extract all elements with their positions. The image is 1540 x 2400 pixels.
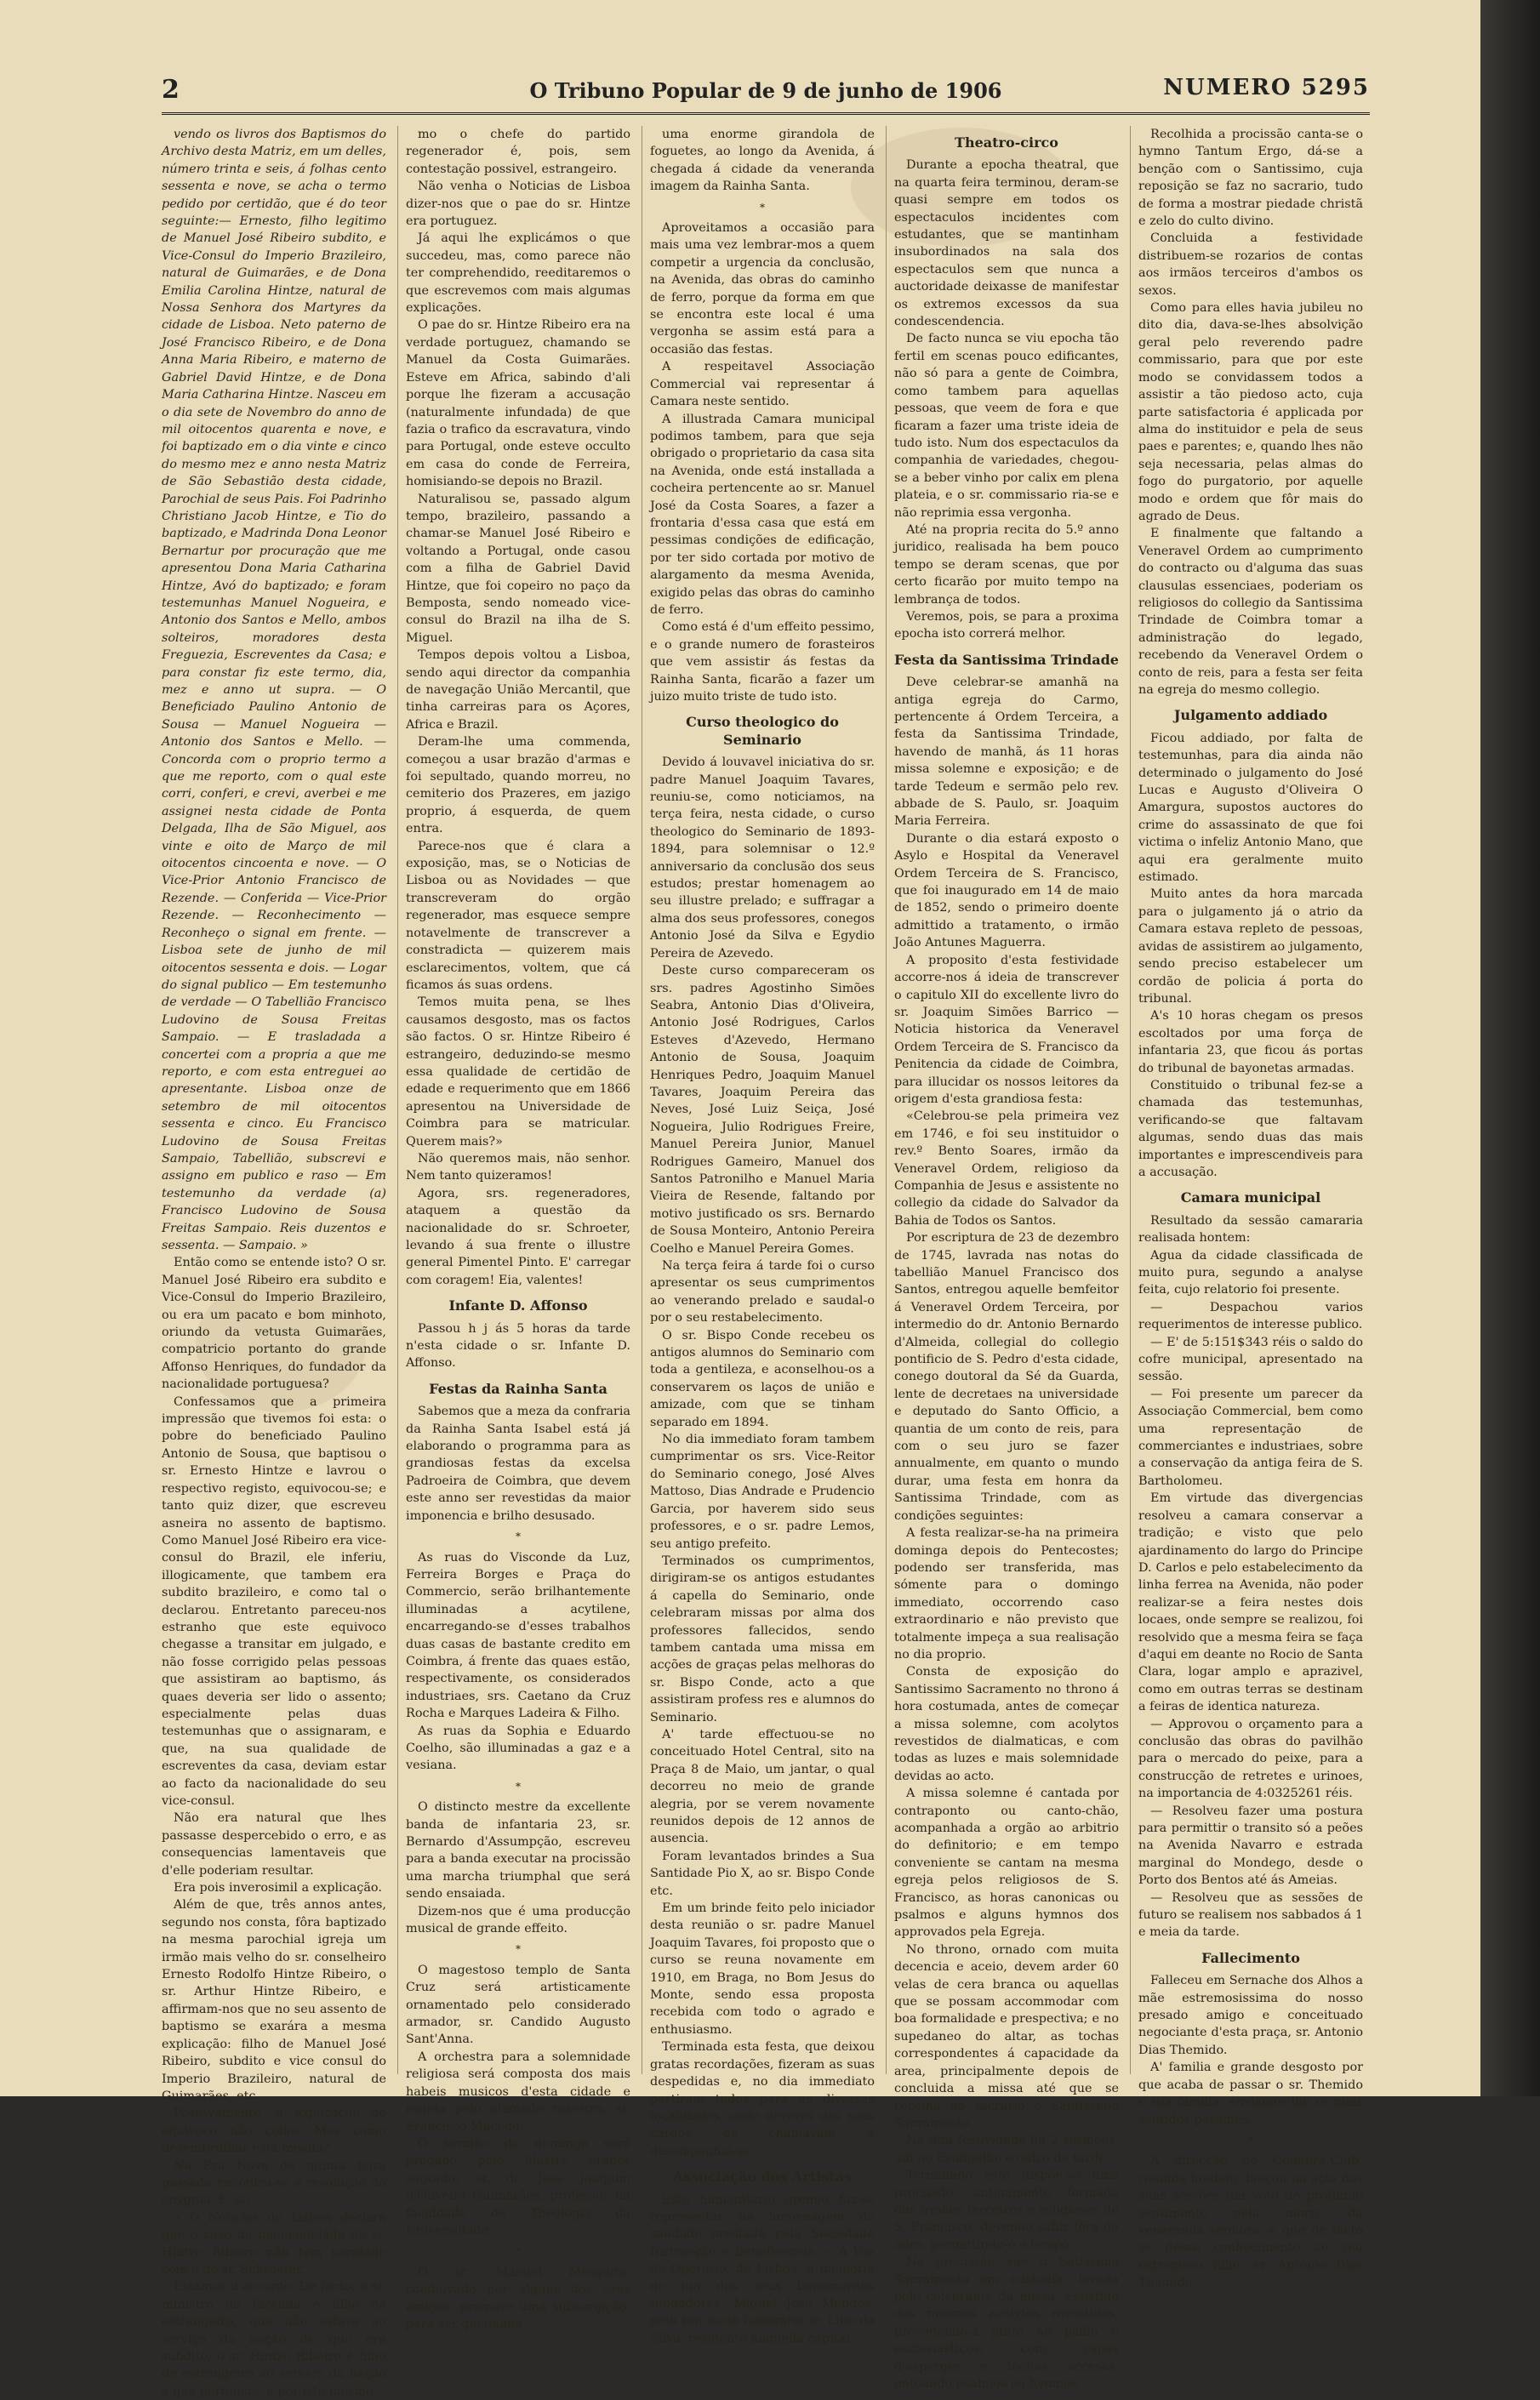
scan-edge (1480, 0, 1540, 2096)
ornament-separator: * (760, 201, 765, 214)
article-paragraph: O distincto mestre da excellente banda de infantaria 23, sr. Bernardo d'Assumpção, escreveu para a banda executar na procissão uma marcha triumphal que será sendo ensaiada. (406, 1800, 630, 1901)
article-paragraph: Na procissão vae o Satissimo Sacramento em custodia, levada pelo celebrante da missa, assistido dos mesmos acolytos revestidos; precedendo-a junto ao pallio 6 ecclesiasticos, com capas d'asperges e tochas accesas, entoando psalmos ou hymnos. (894, 2255, 1119, 2391)
article-paragraph: Até na propria recita do 5.º anno juridico, realisada ha bem pouco tempo se deram scenas, que por certo ficarão por muito tempo na lembrança de todos. (894, 522, 1119, 607)
article-paragraph: Agora, srs. regeneradores, ataquem a questão da nacionalidade do sr. Schroeter, levando á sua frente o illustre general Pimentel Pinto. E' carregar com coragem! Eia, valentes! (406, 1186, 630, 1287)
article-paragraph: A orchestra para a solemnidade religiosa será composta dos mais habeis musicos d'esta cidade e regida pelo afamado maestro, sr. Francisco Macedo. (406, 2049, 630, 2134)
article-paragraph: A illustrada Camara municipal podimos tambem, para que seja obrigado o proprietario da casa sita na Avenida, onde está installada a cocheira pertencente ao sr. Manuel José da Costa Soares, a fazer a frontaria d'essa casa que está em pessimas condições de edificação, por ter sido cortada por motivo de alargamento da mesma Avenida, exigido pelas das obras do caminho de ferro. (650, 412, 875, 617)
ornament-separator: * (516, 1531, 521, 1543)
article-paragraph: Como para elles havia jubileu no dito dia, dava-se-lhes absolvição geral pelo reverendo padre commissario, para que por este modo se convidassem todos a assistir a tão piedoso acto, cuja parte satisfactoria é applicada por alma do instituidor e pela de seus paes e parentes; e, quando lhes não seja necessaria, pelas almas do fogo do purgatorio, por aquelle modo e ordem que fôr mais do agrado de Deus. (1138, 301, 1363, 523)
article-paragraph: A direcção do Coimbra-Club, reunida hontem, lançou na acta das suas sessões um voto de profundo sentimento pela morte da veneranda senhora, e que de facto se desse conhecimento ao seu extremoso filho, sr. Antonio Dias Themido. (1138, 2154, 1363, 2290)
article-paragraph: — Resolveu fazer uma postura para permittir o transito só a peões na Avenida Navarro e estrada marginal do Mondego, desde o Porto dos Bentos até ás Ameias. (1138, 1804, 1363, 1888)
article-paragraph: Em virtude das divergencias resolveu a camara conservar a tradição; e visto que pelo ajardinamento do largo do Principe D. Carlos e pelo estabelecimento da linha ferrea na Avenida, não poder realizar-se a feira nestes dois locaes, onde sempre se realizou, foi resolvido que a mesma feira se faça d'aqui em deante no Rocio de Santa Clara, logar amplo e aprazivel, como em outras terras se destinam a feiras de identica natureza. (1138, 1491, 1363, 1714)
article-paragraph: Em um brinde feito pelo iniciador desta reunião o sr. padre Manuel Joaquim Tavares, foi proposto que o curso se reuna novamente em 1910, em Braga, no Bom Jesus do Monte, sendo essa proposta recebida com todo o agrado e enthusiasmo. (650, 1901, 875, 2037)
ornament-separator: * (1248, 2134, 1253, 2146)
article-paragraph: Deram-lhe uma commenda, começou a usar brazão d'armas e foi sepultado, quando morreu, no cemiterio dos Prazeres, em jazigo proprio, á esquerda, de quem entra. (406, 735, 630, 836)
section-heading: Festas da Rainha Santa (429, 1380, 607, 1397)
section-heading: Theatro-circo (955, 134, 1058, 151)
masthead (162, 75, 1370, 112)
article-paragraph: Na dita festividade ha 2 sermões, um ao Evangelho e outro de tarde. (894, 2134, 1119, 2165)
article-paragraph: Devido á louvavel iniciativa do sr. padre Manuel Joaquim Tavares, reuniu-se, como noticiamos, na terça feira, nesta cidade, o curso theologico do Seminario de 1893-1894, para solemnisar o 12.º anniversario da conclusão dos seus estudos; prestar homenagem ao seu illustre prelado; e suffragar a alma dos seus professores, conegos Antonio José da Silva e Egydio Pereira de Azevedo. (650, 755, 875, 961)
article-paragraph: Na Era Nova de quinta feira passada encontra-se a resolução do enygma. E' ia: (162, 2158, 386, 2208)
column-divider (1130, 126, 1131, 2074)
article-paragraph: Deste curso compareceram os srs. padres Agostinho Simões Seabra, Antonio Dias d'Oliveira, Antonio José Rodrigues, Carlos Esteves d'Azevedo, Hermano Antonio de Sousa, Joaquim Henriques Pedro, Joaquim Manuel Tavares, Joaquim Pereira das Neves, José Luiz Seiça, José Nogueira, Julio Rodrigues Freire, Manuel Pereira Junior, Manuel Rodrigues Gameiro, Manuel dos Santos Patronilho e Manuel Maria Vieira de Resende, faltando por motivo justificado os srs. Bernardo de Sousa Monteiro, Antonio Pereira Coelho e Manuel Pereira Gomes. (650, 964, 875, 1256)
section-heading: Fallecimento (1201, 1949, 1300, 1966)
section-heading: Camara municipal (1180, 1189, 1321, 1206)
article-paragraph: Na terça feira á tarde foi o curso apresentar os seus cumprimentos ao venerando prelado e saudal-o por o seu restabelecimento. (650, 1259, 875, 1325)
article-paragraph: Este humanitario gremio faz-se representar na homenagem de saudade prestada pela Sociedade Instrucção e Beneficencia — A Voz do Operario, de Lisboa, á memoria de um dos seus benemeritos fundadores, Miguel José Mendes, pelo seu socio honorario sr. Lino da Silva, residente naquella capital. (650, 2192, 875, 2346)
article-paragraph: — Foi presente um parecer da Associação Commercial, bem como uma representação de commerciantes e industriaes, sobre a conservação da antiga feira de S. Bartholomeu. (1138, 1387, 1363, 1488)
column-1 (162, 126, 386, 2398)
article-paragraph: — E' de 5:151$343 réis o saldo do cofre municipal, apresentado na sessão. (1138, 1335, 1363, 1384)
section-heading: Associação dos Artistas (672, 2169, 853, 2186)
article-paragraph: Tempos depois voltou a Lisboa, sendo aqui director da companhia de navegação União Mercantil, que tinha carreiras para os Açores, Africa e Brazil. (406, 648, 630, 732)
article-paragraph: A festa realizar-se-ha na primeira dominga depois do Pentecostes; podendo ser transferida, mas sómente para o domingo immediato, occorrendo caso extraordinario e não previsto que totalmente impeça a sua realisação no dia proprio. (894, 1526, 1119, 1662)
article-paragraph: Terminada esta festa, que deixou gratas recordações, fizeram as suas despedidas e, no dia immediato partiram todos para as diversas localidades, onde deveres dos seus cargos os chamavam a desempenhal-as. (650, 2040, 875, 2158)
section-heading: Curso theologico do Seminario (686, 714, 839, 748)
article-paragraph: Parece-nos que é clara a exposição, mas, se o Noticias de Lisboa ou as Novidades — que transcreveram do orgão regenerador, mas esquece sempre notavelmente de transcrever a constradicta — quizerem mais esclarecimentos, voltem, que cá ficamos ás suas ordens. (406, 839, 630, 992)
column-5 (1138, 126, 1363, 2290)
article-paragraph: No throno, ornado com muita decencia e aceio, devem arder 60 velas de cera branca ou aquellas que se possam accommodar com boa formalidade e prespectiva; e no supedaneo do altar, as tochas correspondentes á capacidade da area, principalmente depois de concluida a missa até que se recolha ao sacrario o Santissimo Sacramento. (894, 1942, 1119, 2130)
article-paragraph: Dizem-nos que é uma producção musical de grande effeito. (406, 1904, 630, 1936)
article-paragraph: Muito antes da hora marcada para o julgamento já o atrio da Camara estava repleto de pessoas, avidas de assistirem ao julgamento, sendo preciso estabelecer um cordão de policia á porta do tribunal. (1138, 887, 1363, 1006)
article-paragraph: — Resolveu que as sessões de futuro se realisem nos sabbados á 1 e meia da tarde. (1138, 1890, 1363, 1940)
page-number: 2 (162, 75, 180, 105)
article-paragraph: O magestoso templo de Santa Cruz será artisticamente ornamentado pelo considerado armador, sr. Candido Augusto Sant'Anna. (406, 1963, 630, 2047)
article-paragraph: E finalmente que faltando a Veneravel Ordem ao cumprimento do contracto ou d'alguma das suas clausulas essenciaes, poderiam os religiosos do collegio da Santissima Trindade de Coimbra tomar a administração do legado, recebendo da Veneravel Ordem o conto de reis, para a festa ser feita na egreja do mesmo collegio. (1138, 527, 1363, 697)
article-paragraph: Positivamente, a explicação do equivoco não colhe. Mas como desembrulhar esta meada? (162, 2106, 386, 2156)
article-paragraph: Veremos, pois, se para a proxima epocha isto correrá melhor. (894, 609, 1119, 641)
article-paragraph: Temos muita pena, se lhes causamos desgosto, mas os factos são factos. O sr. Hintze Ribeiro é estrangeiro, deduzindo-se mesmo essa qualidade de certidão de edade e requerimento que em 1866 apresentou na Universidade de Coimbra para se matricular. Querem mais?» (406, 995, 630, 1149)
article-paragraph: Agua da cidade classificada de muito pura, segundo a analyse feita, cujo relatorio foi presente. (1138, 1248, 1363, 1297)
column-3 (650, 126, 876, 2346)
article-paragraph: Já aqui lhe explicámos o que succedeu, mas, como parece não ter comprehendido, reeditaremos o que escrevemos com mais algumas explicações. (406, 231, 630, 316)
article-paragraph: Não venha o Noticias de Lisboa dizer-nos que o pae do sr. Hintze era portuguez. (406, 180, 630, 229)
article-paragraph: Consta de exposição do Santissimo Sacramento no throno á hora costumada, antes de começar a missa solemne, com acolytos revestidos de dialmaticas, e com todas as luzes e mais solemnidade devidas ao acto. (894, 1665, 1119, 1783)
article-paragraph: «Celebrou-se pela primeira vez em 1746, e foi seu instituidor o rev.º Bento Soares, irmão da Veneravel Ordem, religioso da Companhia de Jesus e assistente no collegio da cidade do Salvador da Bahia de Todos os Santos. (894, 1109, 1119, 1228)
column-2 (406, 126, 630, 2331)
article-paragraph: Terminados os cumprimentos, dirigiram-se os antigos estudantes á capella do Seminario, onde celebraram missas por alma dos professores fallecidos, sendo tambem cantada uma missa em acções de graças pelas melhoras do sr. Bispo Conde, acto a que assistiram profess res e alumnos do Seminario. (650, 1553, 875, 1724)
article-paragraph: vendo os livros dos Baptismos do Archivo desta Matriz, em um delles, número trinta e seis, á folhas cento sessenta e nove, se acha o termo pedido por certidão, que é do teor seguinte:— Ernesto, filho legitimo de Manuel José Ribeiro subdito, e Vice-Consul do Imperio Brazileiro, natural de Guimarães, e de Dona Emilia Carolina Hintze, natural de Nossa Senhora dos Martyres da cidade de Lisboa. Neto paterno de José Francisco Ribeiro, e de Dona Anna Maria Ribeiro, e materno de Gabriel David Hintze, e de Dona Maria Catharina Hintze. Nasceu em o dia sete de Novembro do anno de mil oitocentos quarenta e nove, e foi baptizado em o dia vinte e cinco do mesmo mez e anno nesta Matriz de São Sebastião desta cidade, Parochial de seus Pais. Foi Padrinho Christiano Jacob Hintze, e Tio do baptizado, e Madrinda Dona Leonor Bernartur por procuração que me apresentou Dona Maria Catharina Hintze, Avó do baptizado; e foram testemunhas Manuel Nogueira, e Antonio dos Santos e Mello, ambos solteiros, moradores desta Freguezia, Escreventes da Casa; e para constar fiz este termo, dia, mez e anno ut supra. — O Beneficiado Paulino Antonio de Sousa — Manuel Nogueira — Antonio dos Santos e Mello. — Concorda com o proprio termo a que me reporto, com o qual este corri, conferi, e crevi, averbei e me assignei nesta cidade de Ponta Delgada, Ilha de São Miguel, aos vinte e oito de Março de mil oitocentos cincoenta e nove. — O Vice-Prior Antonio Francisco de Rezende. — Conferida — Vice-Prior Rezende. — Reconhecimento — Reconheço o signal em frente. — Lisboa sete de junho de mil oitocentos sessenta e dois. — Logar do signal publico — Em testemunho de verdade — O Tabellião Francisco Ludovino de Sousa Freitas Sampaio. — E trasladada a concertei com a propria a que me reporto, e com esta entreguei ao apresentante. Lisboa onze de setembro de mil oitocentos sessenta e cinco. Eu Francisco Ludovino de Sousa Freitas Sampaio, Tabellião, subscrevi e assigno em publico e raso — Em testemunho da verdade (a) Francisco Ludovino de Sousa Freitas Sampaio. Reis duzentos e sessenta. — Sampaio. » (162, 128, 386, 1252)
article-paragraph: De facto nunca se viu epocha tão fertil em scenas pouco edificantes, não só para a gente de Coimbra, como tambem para aquellas pessoas, que veem de fora e que ficaram a fazer uma triste ideia de tudo isto. Num dos espectaculos da companhia de variedades, chegou-se a beber vinho por calix em plena plateia, e o sr. commissario ria-se e não reprimia essa vergonha. (894, 332, 1119, 520)
ornament-separator: * (516, 1780, 521, 1793)
article-paragraph: Durante o dia estará exposto o Asylo e Hospital da Veneravel Ordem Terceira de S. Francisco, que foi inaugurado em 14 de maio de 1852, sendo o primeiro doente admittido a tratamento, o irmão João Antunes Maguerra. (894, 831, 1119, 950)
article-paragraph: Resultado da sessão camararia realisada hontem: (1138, 1213, 1363, 1246)
article-paragraph: Naturalisou se, passado algum tempo, brazileiro, passando a chamar-se Manuel José Ribeiro e voltando a Portugal, onde casou com a filha de Gabriel David Hintze, que foi copeiro no paço da Bemposta, sendo nomeado vice-consul do Brazil na ilha de S. Miguel. (406, 492, 630, 645)
article-paragraph: Sabemos que a meza da confraria da Rainha Santa Isabel está já elaborando o programma para as grandiosas festas da excelsa Padroeira de Coimbra, que devem este anno ser revestidas da maior imponencia e brilho desusado. (406, 1405, 630, 1523)
article-paragraph: O sermão de domingo será pregado pelo illustre orador sagrado, sr. dr. José Joaquim d'Oliveira Guimarães, professor da faculdade de Theologia da Universidade. (406, 2136, 630, 2238)
section-heading: Julgamento addiado (1173, 707, 1328, 724)
article-paragraph: As ruas da Sophia e Eduardo Coelho, são illuminadas a gaz e a vesiana. (406, 1724, 630, 1773)
article-paragraph: Aproveitamos a occasião para mais uma vez lembrar-mos a quem competir a urgencia da conclusão, na Avenida, das obras do caminho de ferro, porque da forma em que se encontra este local é uma vergonha se assim está para a occasião das festas. (650, 221, 875, 356)
masthead-rule (162, 112, 1370, 115)
issue-number: NUMERO 5295 (1163, 75, 1370, 100)
article-paragraph: Falleceu em Sernache dos Alhos a mãe estremosissima do nosso presado amigo e conceituado negociante d'esta praça, sr. Antonio Dias Themido. (1138, 1974, 1363, 2057)
article-paragraph: A' tarde effectuou-se no conceituado Hotel Central, sito na Praça 8 de Maio, um jantar, o qual decorreu no meio de grande alegria, por se verem novamente reunidos depois de 12 annos de ausencia. (650, 1727, 875, 1846)
section-heading: Festa da Santissima Trindade (894, 651, 1119, 668)
article-paragraph: Passou h j ás 5 horas da tarde n'esta cidade o sr. Infante D. Affonso. (406, 1321, 630, 1371)
newspaper-date-line: O Tribuno Popular de 9 de junho de 1906 (529, 78, 1002, 103)
article-paragraph: O sr. Manuel Mesquita, coadjuvado por alguns dos seus amigos, promove uma subscripção, para ser queimada (406, 2265, 630, 2331)
column-divider (886, 126, 887, 2074)
article-paragraph: mo o chefe do partido regenerador é, pois, sem contestação possivel, estrangeiro. (406, 128, 630, 176)
article-paragraph: Recolhida a procissão canta-se o hymno Tantum Ergo, dá-se a benção com o Santissimo, cuja reposição se faz no sacrario, tudo de forma a mostrar piedade christã e zelo do culto divino. (1138, 128, 1363, 229)
article-paragraph: Constituido o tribunal fez-se a chamada das testemunhas, verificando-se que faltavam algumas, sendo duas das mais importantes e imprescendiveis para a accusação. (1138, 1078, 1363, 1179)
article-paragraph: A missa solemne é cantada por contraponto ou canto-chão, acompanhada a orgão ao arbitrio do definitorio; e em tempo conveniente se cantam na mesma egreja pelos religiosos de S. Francisco, as horas canonicas ou psalmos e alguns hymnos dos approvados pela Egreja. (894, 1787, 1119, 1940)
article-paragraph: uma enorme girandola de foguetes, ao longo da Avenida, á chegada á cidade da veneranda imagem da Rainha Santa. (650, 128, 875, 194)
article-paragraph: Então como se entende isto? O sr. Manuel José Ribeiro era subdito e Vice-Consul do Imperio Brazileiro, ou era um pacato e bom minhoto, oriundo da vetusta Guimarães, compatricio portanto do grande Affonso Henriques, do fundador da nacionalidade portuguesa? (162, 1256, 386, 1392)
section-heading: Infante D. Affonso (448, 1297, 588, 1314)
article-paragraph: A's 10 horas chegam os presos escoltados por uma força de infantaria 23, que ficou ás portas do tribunal de bayonetas armadas. (1138, 1009, 1363, 1075)
article-paragraph: « O Noticias de Lisboa declara que o caso da nacionalidade do sr. Hintze Ribeiro não tem paridade com o do sr. Schroeter. (162, 2210, 386, 2277)
article-paragraph: Foram levantados brindes a Sua Santidade Pio X, ao sr. Bispo Conde etc. (650, 1849, 875, 1898)
article-paragraph: — Despachou varios requerimentos de interesse publico. (1138, 1300, 1363, 1332)
article-paragraph: Concluida a festividade distribuem-se rozarios de contas aos irmãos terceiros d'ambos os sexos. (1138, 231, 1363, 298)
article-paragraph: As ruas do Visconde da Luz, Ferreira Borges e Praça do Commercio, serão brilhantemente illuminadas a acytilene, encarregando-se d'esses trabalhos duas casas de bastante credito em Coimbra, á frente das quaes estão, respectivamente, os considerados industriaes, srs. Caetano da Cruz Rocha e Marques Ladeira & Filho. (406, 1550, 630, 1721)
column-divider (397, 126, 398, 2074)
article-paragraph: A respeitavel Associação Commercial vai representar á Camara neste sentido. (650, 360, 875, 409)
article-paragraph: Como está é d'um effeito pessimo, e o grande numero de forasteiros que vem assistir ás festas da Rainha Santa, ficarão a fazer um juizo muito triste de tudo isto. (650, 620, 876, 704)
article-paragraph: Além de que, três annos antes, segundo nos consta, fôra baptizado na mesma parochial igreja um irmão mais velho do sr. conselheiro Ernesto Rodolfo Hintze Ribeiro, o sr. Arthur Hintze Ribeiro, e affirmam-nos que no seu assento de baptismo se exarára a mesma explicação: filho de Manuel José Ribeiro, subdito e vice consul do Imperio Brazileiro, natural de Guimarães, etc. (162, 1898, 386, 2103)
article-paragraph: Por escriptura de 23 de dezembro de 1745, lavrada nas notas do tabellião Manuel Francisco dos Santos, entregou aquelle bemfeitor á Veneravel Ordem Terceira, por intermedio do dr. Antonio Bernardo d'Almeida, collegial do collegio pontificio de S. Pedro d'esta cidade, conego doutoral da Sé da Guarda, lente de decretaes na universidade e deputado do Santo Officio, a quantia de um conto de reis, para com o seu juro se fazer annualmente, em quanto o mundo durar, uma festa em honra da Santissima Trindade, com as condições seguintes: (894, 1231, 1119, 1523)
article-paragraph: A proposito d'esta festividade accorre-nos á ideia de transcrever o capitulo XII do excellente livro do sr. Joaquim Simões Barrico — Noticia historica da Veneravel Ordem Terceira de S. Francisco da Penitencia da cidade de Coimbra, para illucidar os nossos leitores da origem d'esta grandiosa festa: (894, 953, 1119, 1106)
article-paragraph: Terminado este dispõe-se uma procissão, antigamente formada dos irmãos terceiros e religiosos de S. Francisco, devendo sahir fóra do adro, permittindo-o o tempo. (894, 2169, 1119, 2252)
article-paragraph: No dia immediato foram tambem cumprimentar os srs. Vice-Reitor do Seminario conego, José Alves Mattoso, Dias Andrade e Prudencio Garcia, por haverem sido seus professores, e o sr. padre Lemos, seu antigo prefeito. (650, 1433, 875, 1551)
article-paragraph: Ficou addiado, por falta de testemunhas, para dia ainda não determinado o julgamento do José Lucas e Augusto d'Oliveira O Amargura, supostos auctores do crime do assassinato de que foi victima o infeliz Antonio Mano, que aqui era geralmente muito estimado. (1138, 731, 1363, 885)
ornament-separator: * (516, 2245, 521, 2258)
ornament-separator: * (516, 1943, 521, 1956)
column-4 (894, 126, 1119, 2391)
article-paragraph: Confessamos que a primeira impressão que tivemos foi esta: o pobre do beneficiado Paulino Antonio de Sousa, que baptisou o sr. Ernesto Hintze e lavrou o respectivo registo, equivocou-se; e tanto quiz dizer, que escreveu asneira no assento de baptismo. Como Manuel José Ribeiro era vice-consul do Brazil, ele inferiu, illogicamente, que tambem era subdito brazileiro, e como tal o declarou. Entretanto pareceu-nos estranho que este equivoco chegasse a transitar em julgado, e não fosse corrigido pelas pessoas que assistiram ao baptismo, ás quaes deveria ser lido o assento; especialmente pelas duas testemunhas que o assignaram, e que, na sua qualidade de escreventes da casa, deviam estar ao facto da nacionalidade do seu vice-consul. (162, 1394, 386, 1808)
article-paragraph: — Approvou o orçamento para a conclusão das obras do pavilhão para o mercado do peixe, para a construcção de retretes e urinoes, na importancia de 4:0325261 réis. (1138, 1717, 1363, 1801)
article-paragraph: Não era natural que lhes passasse despercebido o erro, e as consequencias lamentaveis que d'elle poderiam resultar. (162, 1811, 386, 1878)
article-paragraph: O pae do sr. Hintze Ribeiro era na verdade portuguez, chamando se Manuel da Costa Guimarães. Esteve em Africa, sabindo d'ali porque lhe fizeram a accusação (naturalmente infundada) de que fazia o trafico da escravatura, vindo para Portugal, onde esteve occulto em casa do conde de Ferreira, homisiando-se depois no Brazil. (406, 318, 630, 489)
article-paragraph: Era pois inverosimil a explicação. (174, 1881, 382, 1895)
article-paragraph: Durante a epocha theatral, que na quarta feira terminou, deram-se quasi sempre em todos os espectaculos incidentes com estudantes, que se mantinham insubordinados na sala dos espectaculos sem que nunca a auctoridade deixasse de manifestar os extremos excessos da sua condescendencia. (894, 158, 1119, 329)
article-paragraph: Estamos d'accordo. De facto, o sr. ministro da fazenda é filho de estrangeiro, que não estava ao serviço da nação de que era subdito; o sr. Hintze Ribeiro é filho de estrangeiro ao serviço da nação a que pertencia, e por isto mesmo (162, 2280, 386, 2398)
article-paragraph: Não queremos mais, não senhor. Nem tanto quizeramos! (406, 1151, 630, 1183)
article-paragraph: Deve celebrar-se amanhã na antiga egreja do Carmo, pertencente á Ordem Terceira, a festa da Santissima Trindade, havendo de manhã, ás 11 horas missa solemne e exposição; e de tarde Tedeum e sermão pelo rev. abbade de S. Paulo, sr. Joaquim Maria Ferreira. (894, 676, 1119, 829)
article-paragraph: A' familia e grande desgosto por que acaba de passar o sr. Themido e sua familia, enviamos-lhe os mais sentidos pezames. (1138, 2061, 1363, 2127)
article-paragraph: O sr. Bispo Conde recebeu os antigos alumnos do Seminario com toda a gentileza, e aconselhou-os a conservarem os laços de união e amizade, com que se tinham separado em 1894. (650, 1328, 875, 1429)
